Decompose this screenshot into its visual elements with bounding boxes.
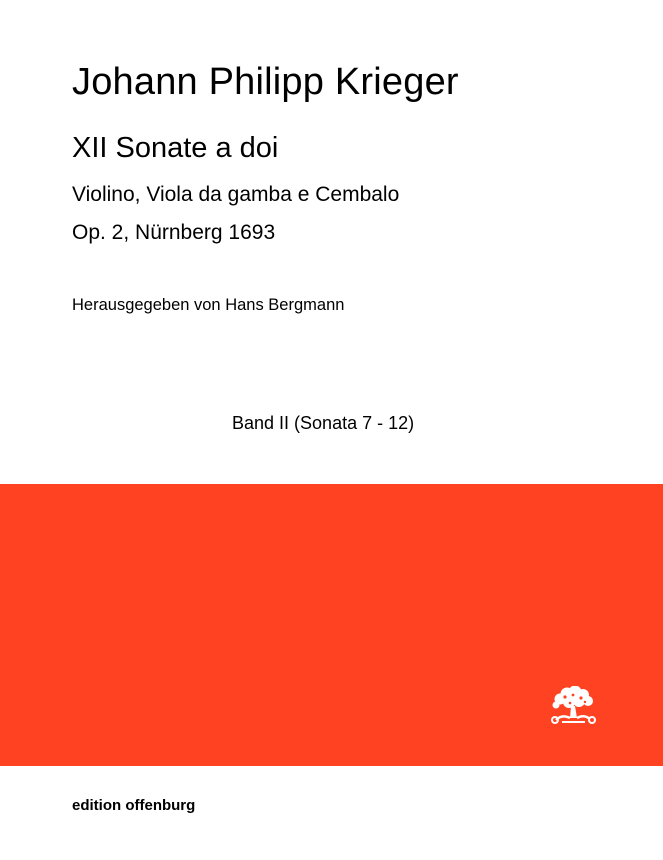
instrumentation: Violino, Viola da gamba e Cembalo xyxy=(72,183,400,206)
work-title: XII Sonate a doi xyxy=(72,132,279,164)
opus-info: Op. 2, Nürnberg 1693 xyxy=(72,221,276,244)
composer-name: Johann Philipp Krieger xyxy=(72,61,459,103)
tree-logo-icon xyxy=(548,686,598,726)
editor-credit: Herausgegeben von Hans Bergmann xyxy=(72,296,345,314)
volume-label: Band II (Sonata 7 - 12) xyxy=(232,413,415,433)
publisher-name: edition offenburg xyxy=(72,797,196,814)
